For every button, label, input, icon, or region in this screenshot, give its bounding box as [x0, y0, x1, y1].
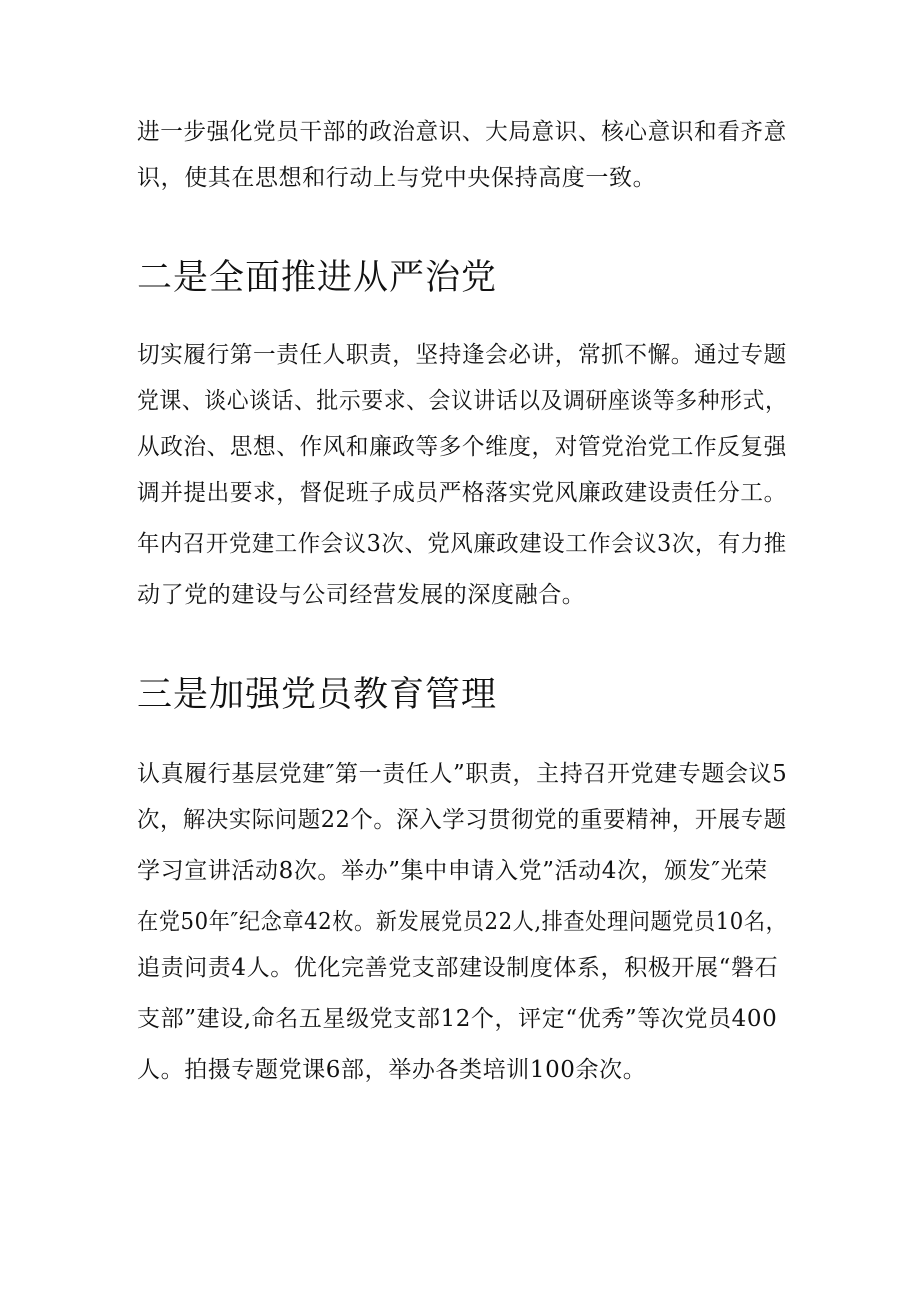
intro-line-2: 识，使其在思想和行动上与党中央保持高度一致。 — [137, 165, 657, 191]
section-2-title: 二是全面推进从严治党 — [137, 258, 498, 298]
section-3-line-1: 认真履行基层党建″第一责任人”职责，主持召开党建专题会议5 — [137, 761, 788, 787]
section-3-title: 三是加强党员教育管理 — [137, 675, 498, 715]
section-3-line-5: 追责问责4人。优化完善党支部建设制度体系，积极开展“磐石 — [137, 955, 779, 981]
section-2-line-4: 调并提出要求，督促班子成员严格落实党风廉政建设责任分工。 — [137, 480, 787, 506]
section-3-line-6: 支部”建设,命名五星级党支部12个，评定“优秀”等次党员400 — [137, 1006, 778, 1032]
section-2-line-3: 从政治、思想、作风和廉政等多个维度，对管党治党工作反复强 — [137, 434, 787, 460]
section-3-line-2: 次，解决实际问题22个。深入学习贯彻党的重要精神，开展专题 — [137, 807, 787, 833]
section-2-line-6: 动了党的建设与公司经营发展的深度融合。 — [137, 582, 586, 608]
section-2-line-1: 切实履行第一责任人职责，坚持逢会必讲，常抓不懈。通过专题 — [137, 342, 787, 368]
section-3-line-7: 人。拍摄专题党课6部，举办各类培训100余次。 — [137, 1057, 647, 1083]
section-3-line-3: 学习宣讲活动8次。举办”集中申请入党”活动4次，颁发″光荣 — [137, 858, 768, 884]
section-3-line-4: 在党50年″纪念章42枚。新发展党员22人,排查处理问题党员10名， — [137, 909, 788, 935]
section-2-line-2: 党课、谈心谈话、批示要求、会议讲话以及调研座谈等多种形式， — [137, 388, 788, 414]
intro-line-1: 进一步强化党员干部的政治意识、大局意识、核心意识和看齐意 — [137, 119, 787, 145]
section-2-line-5: 年内召开党建工作会议3次、党风廉政建设工作会议3次，有力推 — [137, 531, 787, 557]
